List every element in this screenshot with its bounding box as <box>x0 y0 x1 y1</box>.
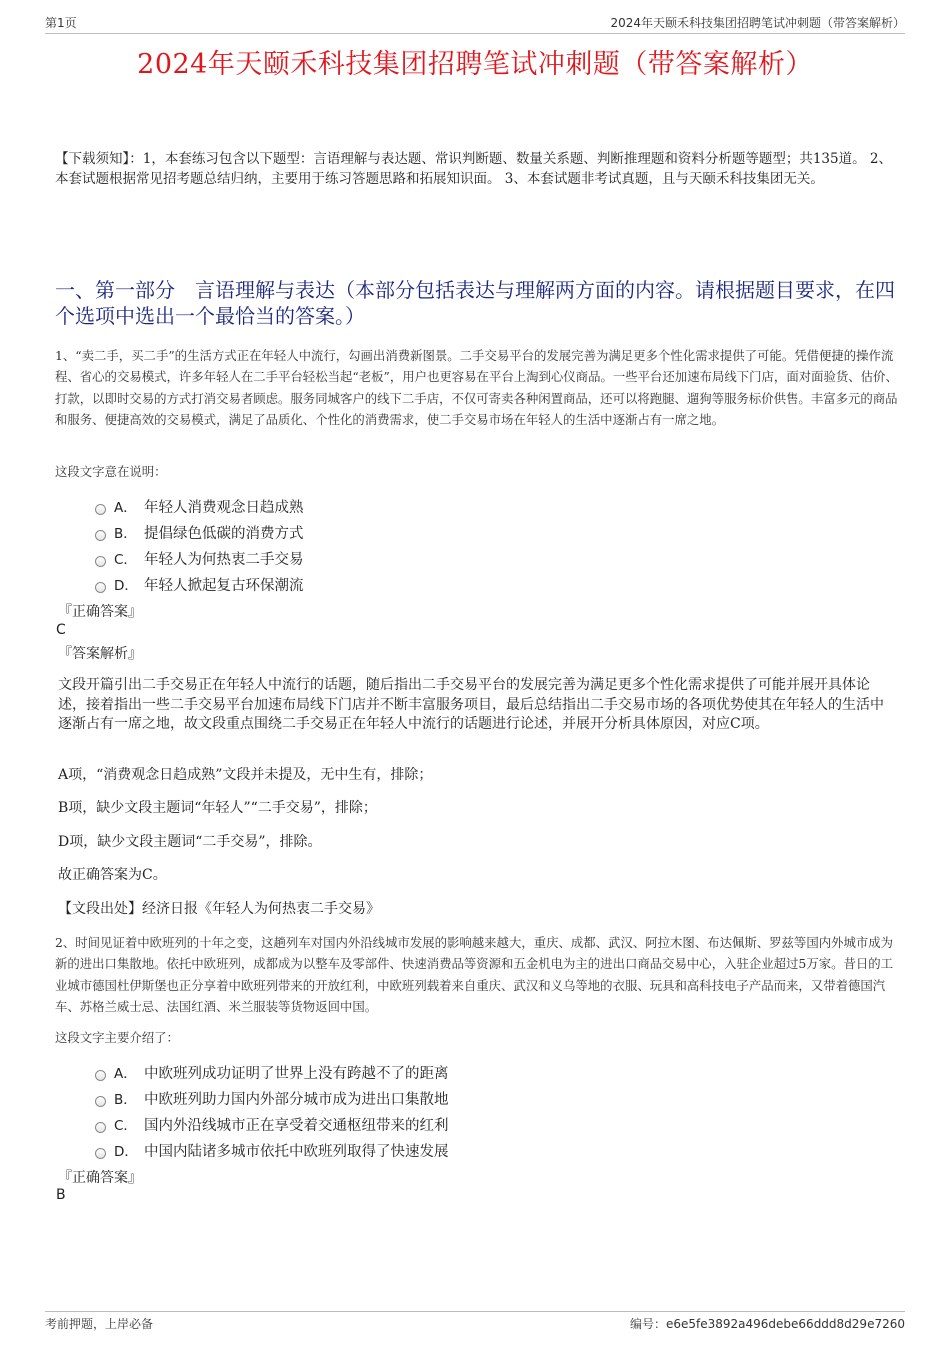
option-text: 国内外沿线城市正在享受着交通枢纽带来的红利 <box>144 1117 449 1134</box>
option-text: 年轻人掀起复古环保潮流 <box>144 577 304 594</box>
analysis-option-b: B项，缺少文段主题词“年轻人”“二手交易”，排除； <box>58 800 377 816</box>
option-letter: C． <box>114 552 137 568</box>
option-text: 年轻人为何热衷二手交易 <box>144 551 304 568</box>
analysis-source: 【文段出处】经济日报《年轻人为何热衷二手交易》 <box>58 901 380 917</box>
radio-icon[interactable] <box>95 504 106 515</box>
page-header <box>45 14 905 34</box>
question-2-option-a[interactable] <box>95 1059 449 1085</box>
radio-icon[interactable] <box>95 1148 106 1159</box>
analysis-conclusion: 故正确答案为C。 <box>58 867 167 883</box>
option-letter: B． <box>114 1092 137 1108</box>
radio-icon[interactable] <box>95 1096 106 1107</box>
page-footer <box>45 1311 905 1332</box>
option-letter: A． <box>114 1066 137 1082</box>
radio-icon[interactable] <box>95 1070 106 1081</box>
option-text: 提倡绿色低碳的消费方式 <box>144 525 304 542</box>
question-1-answer: C <box>56 622 66 638</box>
question-2-option-d[interactable] <box>95 1137 449 1163</box>
question-1-option-a[interactable] <box>95 493 304 519</box>
question-1-prompt: 这段文字意在说明： <box>55 464 167 479</box>
footer-slogan: 考前押题，上岸必备 <box>45 1317 154 1331</box>
question-1-option-b[interactable] <box>95 519 304 545</box>
question-1-analysis: 文段开篇引出二手交易正在年轻人中流行的话题，随后指出二手交易平台的发展完善为满足更多个性化需求提供了可能并展开具体论述，接着指出一些二手交易平台加速布局线下门店并不断丰富服务项目，最后总结指出二手交易市场的各项优势使其在年轻人的生活中逐渐占有一席之地，故文段重点围绕二手交易正在年轻人中流行的话题进行论述，并展开分析具体原因，对应C项。 <box>58 677 884 732</box>
option-letter: D． <box>114 1144 138 1160</box>
question-2-option-c[interactable] <box>95 1111 449 1137</box>
option-letter: A． <box>114 500 137 516</box>
question-1-analysis-label: 『答案解析』 <box>58 646 142 662</box>
question-2-option-b[interactable] <box>95 1085 449 1111</box>
question-1-options <box>95 493 304 597</box>
option-letter: D． <box>114 578 138 594</box>
question-2-prompt: 这段文字主要介绍了： <box>55 1030 179 1045</box>
header-doc-name: 2024年天颐禾科技集团招聘笔试冲刺题（带答案解析） <box>610 16 905 30</box>
analysis-option-d: D项，缺少文段主题词“二手交易”，排除。 <box>58 834 322 850</box>
radio-icon[interactable] <box>95 1122 106 1133</box>
option-letter: B． <box>114 526 137 542</box>
radio-icon[interactable] <box>95 582 106 593</box>
question-2-answer: B <box>56 1187 66 1203</box>
question-1-option-d[interactable] <box>95 571 304 597</box>
download-notice: 【下载须知】：1，本套练习包含以下题型：言语理解与表达题、常识判断题、数量关系题、判断推理题和资料分析题等题型；共135道。 2、本套试题根据常见招考题总结归纳，主要用于练习答题思路和拓展知识面。 3、本套试题非考试真题，且与天颐禾科技集团无关。 <box>55 151 892 187</box>
option-letter: C． <box>114 1118 137 1134</box>
option-text: 中国内陆诸多城市依托中欧班列取得了快速发展 <box>144 1143 449 1160</box>
option-text: 年轻人消费观念日趋成熟 <box>144 499 304 516</box>
question-1-passage: 1、“卖二手，买二手”的生活方式正在年轻人中流行，勾画出消费新图景。二手交易平台的发展完善为满足更多个性化需求提供了可能。凭借便捷的操作流程、省心的交易模式，许多年轻人在二手平台轻松当起“老板”，用户也更容易在平台上淘到心仪商品。一些平台还加速布局线下门店，面对面验货、估价、打款，以即时交易的方式打消交易者顾虑。服务同城客户的线下二手店，不仅可寄卖各种闲置商品，还可以将跑腿、遛狗等服务标价供售。丰富多元的商品和服务、便捷高效的交易模式，满足了品质化、个性化的消费需求，使二手交易市场在年轻人的生活中逐渐占有一席之地。 <box>55 348 898 428</box>
radio-icon[interactable] <box>95 556 106 567</box>
option-text: 中欧班列助力国内外部分城市成为进出口集散地 <box>144 1091 449 1108</box>
question-2-answer-label: 『正确答案』 <box>58 1170 142 1186</box>
footer-serial: 编号：e6e5fe3892a496debe66ddd8d29e7260 <box>629 1317 905 1331</box>
radio-icon[interactable] <box>95 530 106 541</box>
page-number: 第1页 <box>45 16 77 30</box>
option-text: 中欧班列成功证明了世界上没有跨越不了的距离 <box>144 1065 449 1082</box>
document-title: 2024年天颐禾科技集团招聘笔试冲刺题（带答案解析） <box>137 49 813 80</box>
analysis-option-a: A项，“消费观念日趋成熟”文段并未提及，无中生有，排除； <box>58 767 433 783</box>
question-1-answer-label: 『正确答案』 <box>58 604 142 620</box>
question-2-options <box>95 1059 449 1163</box>
section-heading: 一、第一部分 言语理解与表达（本部分包括表达与理解两方面的内容。请根据题目要求，在四个选项中选出一个最恰当的答案。） <box>55 278 895 328</box>
question-1-option-c[interactable] <box>95 545 304 571</box>
question-2-passage: 2、时间见证着中欧班列的十年之变，这趟列车对国内外沿线城市发展的影响越来越大，重庆、成都、武汉、阿拉木图、布达佩斯、罗兹等国内外城市成为新的进出口集散地。依托中欧班列，成都成为以整车及零部件、快速消费品等资源和五金机电为主的进出口商品交易中心，入驻企业超过5万家。昔日的工业城市德国杜伊斯堡也正分享着中欧班列带来的开放红利，中欧班列载着来自重庆、武汉和义乌等地的衣服、玩具和高科技电子产品而来，又带着德国汽车、苏格兰威士忌、法国红酒、米兰服装等货物返回中国。 <box>55 935 894 1015</box>
